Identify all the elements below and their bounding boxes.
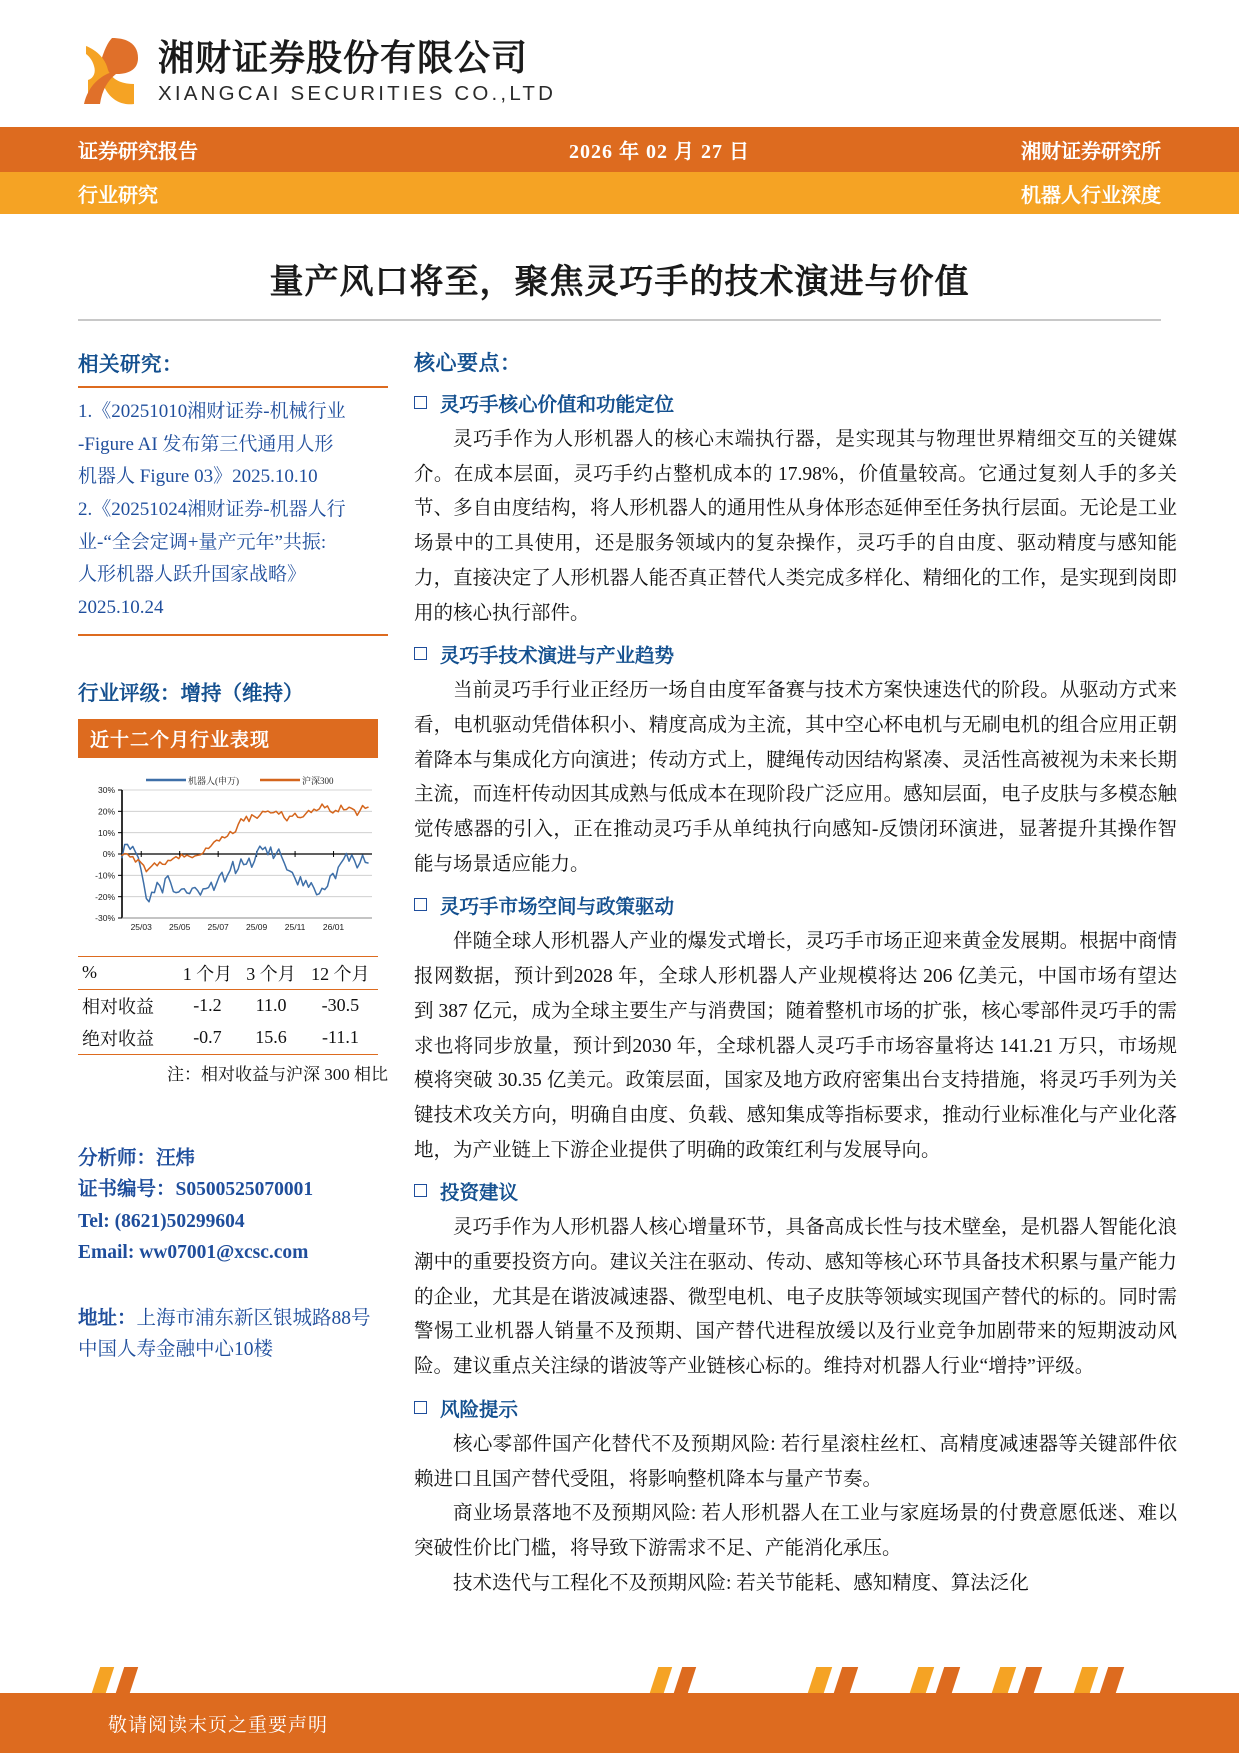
report-date: 2026 年 02 月 27 日: [569, 141, 750, 163]
core-point-section: [414, 640, 1177, 882]
cell-3m: 15.6: [239, 1022, 303, 1055]
section-paragraph: 灵巧手作为人形机器人核心增量环节，具备高成长性与技术壁垒，是机器人智能化浪潮中的重要投资方向。建议关注在驱动、传动、感知等核心环节具备技术积累与量产能力的企业，尤其是在谐波减速器、微型电机、电子皮肤等领域实现国产替代的标的。同时需警惕工业机器人销量不及预期、国产替代进程放缓以及行业竞争加剧带来的短期波动风险。建议重点关注绿的谐波等产业链核心标的。维持对机器人行业“增持”评级。: [414, 1217, 1177, 1378]
section-title: 灵巧手核心价值和功能定位: [440, 394, 675, 416]
stripe-gap: [854, 1667, 914, 1693]
bullet-square-icon: [414, 396, 427, 409]
section-paragraph: 伴随全球人形机器人产业的爆发式增长，灵巧手市场正迎来黄金发展期。根据中商情报网数据，预计到2028 年，全球人形机器人产业规模将达 206 亿美元，中国市场有望达到 387 亿元，成为全球主要生产与消费国；随着整机市场的扩张，核心零部件灵巧手的需求也将同步放量，预计到2030 年，全球机器人灵巧手市场容量将达 141.21 万只，市场规模将突破 30.35 亿美元。政策层面，国家及地方政府密集出台支持措施，将灵巧手列为关键技术攻关方向，明确自由度、负载、感知集成等指标要求，推动行业标准化与产业化落地，为产业链上下游企业提供了明确的政策红利与发展导向。: [414, 931, 1177, 1161]
core-points-heading: 核心要点：: [414, 352, 522, 375]
analyst-name: 分析师：汪炜: [78, 1147, 196, 1169]
core-point-section: [414, 389, 1177, 631]
core-point-section: [414, 1177, 1177, 1385]
section-paragraph: 商业场景落地不及预期风险: 若人形机器人在工业与家庭场景的付费意愿低迷、难以突破性价比门槛，将导致下游需求不足、产能消化承压。: [414, 1503, 1177, 1559]
x-axis-tick-label: 25/11: [284, 921, 306, 932]
bullet-square-icon: [414, 647, 427, 660]
performance-chart: [78, 758, 378, 954]
stripe-gap: [0, 1667, 96, 1693]
y-axis-tick-label: -20%: [95, 891, 115, 902]
y-axis-tick-label: 10%: [97, 827, 115, 838]
list-item[interactable]: -Figure AI 发布第三代通用人形: [78, 433, 334, 455]
section-title: 灵巧手技术演进与产业趋势: [440, 645, 675, 668]
brand-name-en: XIANGCAI SECURITIES CO.,LTD: [158, 81, 557, 105]
related-research-list: [78, 396, 388, 625]
list-item[interactable]: 1.《20251010湘财证券-机械行业: [78, 401, 346, 422]
series-line-csi300: [122, 804, 368, 872]
sidebar: [78, 347, 388, 1605]
row-label: 绝对收益: [78, 1022, 176, 1055]
chart-caption: 近十二个月行业表现: [78, 719, 378, 758]
industry-depth-label: 机器人行业深度: [1021, 184, 1161, 207]
section-paragraph: 技术迭代与工程化不及预期风险: 若关节能耗、感知精度、算法泛化: [453, 1572, 1029, 1594]
section-title: 风险提示: [440, 1398, 519, 1421]
section-header: [414, 1394, 1177, 1422]
industry-rating: 行业评级：增持（维持）: [78, 681, 304, 705]
y-axis-tick-label: 20%: [97, 806, 115, 817]
sections-container: [414, 389, 1177, 1601]
bullet-square-icon: [414, 1401, 427, 1414]
research-category-label: 行业研究: [78, 184, 158, 207]
table-row: [78, 989, 378, 1022]
address-line-1: 上海市浦东新区银城路88号: [136, 1308, 371, 1330]
x-axis-tick-label: 25/03: [130, 921, 152, 932]
performance-table: [78, 956, 378, 1055]
list-item[interactable]: 业-“全会定调+量产元年”共振:: [78, 531, 327, 553]
industry-band: [0, 172, 1239, 214]
brand-name-cn: 湘财证券股份有限公司: [158, 37, 529, 79]
x-axis-tick-label: 25/07: [207, 921, 229, 932]
cell-1m: -1.2: [193, 995, 222, 1016]
cell-12m: -11.1: [303, 1022, 378, 1055]
report-meta-band: [0, 127, 1239, 172]
related-divider-bottom: [78, 634, 388, 636]
cell-12m: -30.5: [321, 995, 360, 1016]
footer-stripe-decoration: [0, 1667, 1239, 1693]
related-research-heading: 相关研究：: [78, 353, 183, 376]
office-address: [78, 1303, 388, 1365]
section-title: 灵巧手市场空间与政策驱动: [440, 896, 675, 919]
x-axis-tick-label: 26/01: [322, 921, 345, 932]
page-title: 量产风口将至，聚焦灵巧手的技术演进与价值: [269, 263, 970, 301]
col-12m: 12 个月: [311, 963, 370, 984]
list-item[interactable]: 2.《20251024湘财证券-机器人行: [78, 499, 346, 521]
main-content: [414, 347, 1177, 1605]
legend-label-robot: 机器人(申万): [188, 775, 239, 786]
row-label: 相对收益: [82, 996, 154, 1017]
core-point-section: [414, 891, 1177, 1168]
x-axis-tick-label: 25/09: [245, 921, 268, 932]
section-paragraph: 核心零部件国产化替代不及预期风险: 若行星滚柱丝杠、高精度减速器等关键部件依赖进口且国产替代受阻，将影响整机降本与量产节奏。: [414, 1433, 1177, 1490]
related-divider-top: [78, 386, 388, 388]
cell-3m: 11.0: [255, 995, 287, 1016]
address-line-2: 中国人寿金融中心10楼: [78, 1339, 274, 1361]
bullet-square-icon: [414, 1184, 427, 1197]
section-header: [414, 891, 1177, 919]
series-line-robot: [122, 844, 368, 901]
analyst-info: [78, 1143, 388, 1269]
address-label: 地址：: [78, 1307, 137, 1330]
xiangcai-logo-icon: [78, 36, 140, 110]
y-axis-tick-label: -10%: [95, 870, 115, 881]
performance-chart-card: [78, 719, 378, 954]
table-header-row: [78, 956, 378, 989]
list-item[interactable]: 机器人 Figure 03》2025.10.10: [78, 466, 318, 488]
col-3m: 3 个月: [246, 963, 296, 984]
analyst-tel: Tel: (8621)50299604: [78, 1210, 245, 1232]
logo-header: [0, 0, 1239, 127]
cell-1m: -0.7: [176, 1022, 240, 1055]
y-axis-tick-label: -30%: [95, 912, 115, 923]
section-title: 投资建议: [440, 1182, 519, 1205]
stripe-gap: [956, 1667, 996, 1693]
legend-label-csi300: 沪深300: [302, 775, 334, 786]
stripe-gap: [134, 1667, 654, 1693]
bullet-square-icon: [414, 898, 427, 911]
research-institute: 湘财证券研究所: [1021, 141, 1161, 163]
analyst-email[interactable]: Email: ww07001@xcsc.com: [78, 1242, 309, 1264]
list-item[interactable]: 2025.10.24: [78, 597, 164, 619]
performance-note: 注：相对收益与沪深 300 相比: [167, 1064, 388, 1084]
report-type-label: 证券研究报告: [78, 141, 198, 163]
section-header: [414, 389, 1177, 417]
core-point-section: [414, 1394, 1177, 1602]
y-axis-tick-label: 30%: [97, 784, 115, 795]
section-paragraph: 当前灵巧手行业正经历一场自由度军备赛与技术方案快速迭代的阶段。从驱动方式来看，电机驱动凭借体积小、精度高成为主流，其中空心杯电机与无刷电机的组合应用正朝着降本与集成化方向演进；传动方式上，腱绳传动因结构紧凑、灵活性高被视为未来长期主流，而连杆传动因其成熟与低成本在现阶段广泛应用。感知层面，电子皮肤与多模态触觉传感器的引入，正在推动灵巧手从单纯执行向感知-反馈闭环演进，显著提升其操作智能与场景适应能力。: [414, 680, 1177, 875]
stripe-gap: [1120, 1667, 1180, 1693]
stripe-gap: [1038, 1667, 1078, 1693]
stripe-gap: [692, 1667, 812, 1693]
footer-note: 敬请阅读末页之重要声明: [108, 1714, 329, 1736]
analyst-cert: 证书编号：S0500525070001: [78, 1179, 314, 1201]
x-axis-tick-label: 25/05: [169, 921, 191, 932]
section-header: [414, 640, 1177, 668]
col-pct: %: [82, 962, 97, 983]
footer: [0, 1667, 1239, 1753]
col-1m: 1 个月: [182, 963, 233, 984]
list-item[interactable]: 人形机器人跃升国家战略》: [78, 564, 307, 586]
section-paragraph: 灵巧手作为人形机器人的核心末端执行器，是实现其与物理世界精细交互的关键媒介。在成本层面，灵巧手约占整机成本的 17.98%，价值量较高。它通过复刻人手的多关节、多自由度结构，将人形机器人的通用性从身体形态延伸至任务执行层面。无论是工业场景中的工具使用，还是服务领域内的复杂操作，灵巧手的自由度、驱动精度与感知能力，直接决定了人形机器人能否真正替代人类完成多样化、精细化的工作，是实现到岗即用的核心执行部件。: [414, 429, 1177, 624]
content-area: [0, 321, 1239, 1605]
y-axis-tick-label: 0%: [102, 848, 115, 859]
table-row: [78, 1022, 378, 1055]
section-header: [414, 1177, 1177, 1205]
footer-bar: [0, 1693, 1239, 1753]
